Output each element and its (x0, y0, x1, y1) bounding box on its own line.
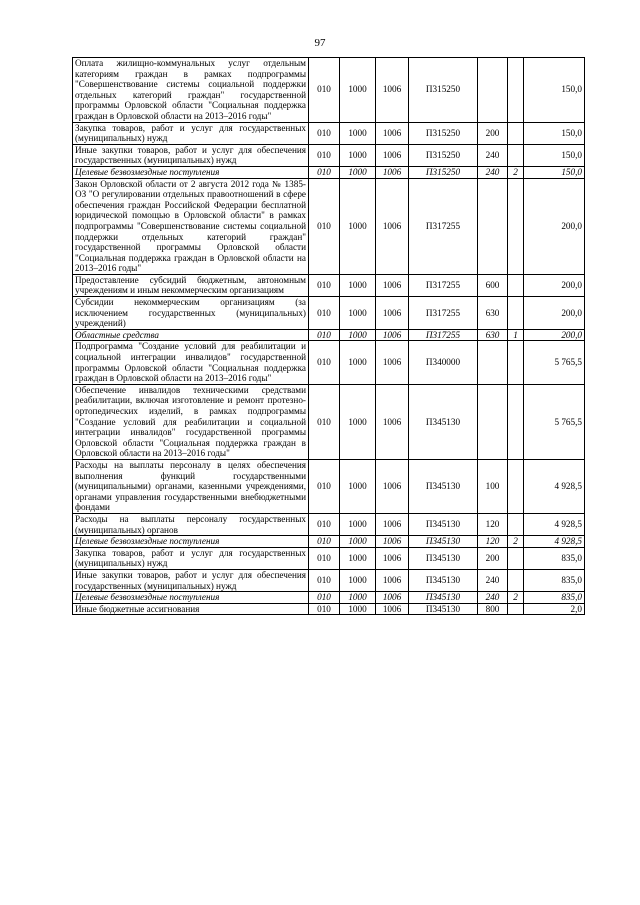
ministry-code-cell: 010 (309, 329, 340, 341)
funding-source-cell: 2 (508, 536, 524, 548)
ministry-code-cell: 010 (309, 592, 340, 604)
expense-name-cell: Субсидии некоммерческим организациям (за исключением государственных (муниципальных) учреждений) (73, 297, 309, 330)
section-code-cell: 1000 (340, 341, 376, 384)
amount-cell: 200,0 (524, 274, 585, 296)
funding-source-cell (508, 178, 524, 274)
ministry-code-cell: 010 (309, 513, 340, 535)
budget-table-body (73, 58, 585, 615)
table-row (73, 603, 585, 615)
funding-source-cell (508, 547, 524, 569)
target-article-cell: П345130 (409, 513, 478, 535)
table-row (73, 178, 585, 274)
amount-cell: 200,0 (524, 178, 585, 274)
section-code-cell: 1000 (340, 274, 376, 296)
subsection-code-cell: 1006 (376, 122, 409, 144)
subsection-code-cell: 1006 (376, 384, 409, 459)
expense-type-cell: 200 (478, 122, 508, 144)
funding-source-cell: 1 (508, 329, 524, 341)
ministry-code-cell: 010 (309, 297, 340, 330)
section-code-cell: 1000 (340, 122, 376, 144)
expense-name-cell: Иные закупки товаров, работ и услуг для обеспечения государственных (муниципальных) нужд (73, 569, 309, 591)
funding-source-cell (508, 58, 524, 123)
funding-source-cell (508, 297, 524, 330)
table-row (73, 144, 585, 166)
target-article-cell: П345130 (409, 547, 478, 569)
ministry-code-cell: 010 (309, 536, 340, 548)
target-article-cell: П345130 (409, 536, 478, 548)
table-row (73, 341, 585, 384)
table-row (73, 513, 585, 535)
expense-type-cell (478, 384, 508, 459)
table-row (73, 536, 585, 548)
section-code-cell: 1000 (340, 592, 376, 604)
funding-source-cell (508, 513, 524, 535)
subsection-code-cell: 1006 (376, 341, 409, 384)
expense-type-cell: 240 (478, 166, 508, 178)
subsection-code-cell: 1006 (376, 603, 409, 615)
table-row (73, 592, 585, 604)
expense-type-cell: 630 (478, 329, 508, 341)
expense-name-cell: Иные закупки товаров, работ и услуг для обеспечения государственных (муниципальных) нужд (73, 144, 309, 166)
amount-cell: 4 928,5 (524, 459, 585, 513)
section-code-cell: 1000 (340, 178, 376, 274)
amount-cell: 4 928,5 (524, 513, 585, 535)
target-article-cell: П345130 (409, 459, 478, 513)
section-code-cell: 1000 (340, 536, 376, 548)
ministry-code-cell: 010 (309, 603, 340, 615)
expense-type-cell: 200 (478, 547, 508, 569)
amount-cell: 5 765,5 (524, 341, 585, 384)
expense-type-cell: 120 (478, 513, 508, 535)
subsection-code-cell: 1006 (376, 329, 409, 341)
expense-type-cell: 240 (478, 569, 508, 591)
expense-name-cell: Иные бюджетные ассигнования (73, 603, 309, 615)
amount-cell: 5 765,5 (524, 384, 585, 459)
expense-name-cell: Расходы на выплаты персоналу государственных (муниципальных) органов (73, 513, 309, 535)
amount-cell: 835,0 (524, 547, 585, 569)
table-row (73, 297, 585, 330)
ministry-code-cell: 010 (309, 178, 340, 274)
ministry-code-cell: 010 (309, 274, 340, 296)
amount-cell: 835,0 (524, 592, 585, 604)
expense-name-cell: Закупка товаров, работ и услуг для государственных (муниципальных) нужд (73, 122, 309, 144)
funding-source-cell (508, 384, 524, 459)
amount-cell: 200,0 (524, 329, 585, 341)
subsection-code-cell: 1006 (376, 547, 409, 569)
funding-source-cell (508, 144, 524, 166)
expense-name-cell: Закупка товаров, работ и услуг для государственных (муниципальных) нужд (73, 547, 309, 569)
expense-name-cell: Подпрограмма "Создание условий для реабилитации и социальной интеграции инвалидов" государственной программы Орловской области "Социальная поддержка граждан в Орловской области на 2013–2016 годы" (73, 341, 309, 384)
section-code-cell: 1000 (340, 58, 376, 123)
ministry-code-cell: 010 (309, 166, 340, 178)
table-row (73, 569, 585, 591)
expense-name-cell: Целевые безвозмездные поступления (73, 166, 309, 178)
expense-name-cell: Обеспечение инвалидов техническими средствами реабилитации, включая изготовление и ремонт протезно-ортопедических изделий, в рамках подпрограммы "Создание условий для реабилитации и социальной интеграции инвалидов" государственной программы Орловской области "Социальная поддержка граждан в Орловской области на 2013–2016 годы" (73, 384, 309, 459)
subsection-code-cell: 1006 (376, 166, 409, 178)
subsection-code-cell: 1006 (376, 513, 409, 535)
funding-source-cell: 2 (508, 166, 524, 178)
subsection-code-cell: 1006 (376, 536, 409, 548)
target-article-cell: П317255 (409, 274, 478, 296)
amount-cell: 835,0 (524, 569, 585, 591)
target-article-cell: П315250 (409, 144, 478, 166)
amount-cell: 150,0 (524, 58, 585, 123)
section-code-cell: 1000 (340, 144, 376, 166)
subsection-code-cell: 1006 (376, 144, 409, 166)
ministry-code-cell: 010 (309, 341, 340, 384)
ministry-code-cell: 010 (309, 144, 340, 166)
subsection-code-cell: 1006 (376, 459, 409, 513)
section-code-cell: 1000 (340, 569, 376, 591)
section-code-cell: 1000 (340, 513, 376, 535)
target-article-cell: П340000 (409, 341, 478, 384)
target-article-cell: П317255 (409, 297, 478, 330)
expense-type-cell: 100 (478, 459, 508, 513)
subsection-code-cell: 1006 (376, 297, 409, 330)
section-code-cell: 1000 (340, 297, 376, 330)
section-code-cell: 1000 (340, 547, 376, 569)
table-row (73, 58, 585, 123)
expense-name-cell: Закон Орловской области от 2 августа 2012 года № 1385-ОЗ "О регулировании отдельных правоотношений в сфере обеспечения граждан Российской Федерации бесплатной юридической помощью в Орловской области" в рамках подпрограммы "Совершенствование системы социальной поддержки отдельных категорий граждан" государственной программы Орловской области "Социальная поддержка граждан в Орловской области на 2013–2016 годы" (73, 178, 309, 274)
table-row (73, 329, 585, 341)
subsection-code-cell: 1006 (376, 58, 409, 123)
expense-name-cell: Оплата жилищно-коммунальных услуг отдельным категориям граждан в рамках подпрограммы "Совершенствование системы социальной поддержки отдельных категорий граждан" государственной программы Орловской области "Социальная поддержка граждан в Орловской области на 2013–2016 годы" (73, 58, 309, 123)
expense-type-cell: 600 (478, 274, 508, 296)
table-row (73, 166, 585, 178)
expense-name-cell: Предоставление субсидий бюджетным, автономным учреждениям и иным некоммерческим организациям (73, 274, 309, 296)
target-article-cell: П345130 (409, 603, 478, 615)
section-code-cell: 1000 (340, 459, 376, 513)
target-article-cell: П315250 (409, 166, 478, 178)
expense-type-cell: 240 (478, 592, 508, 604)
page-number: 97 (314, 37, 326, 49)
section-code-cell: 1000 (340, 329, 376, 341)
section-code-cell: 1000 (340, 384, 376, 459)
expense-type-cell (478, 341, 508, 384)
amount-cell: 4 928,5 (524, 536, 585, 548)
expense-type-cell: 800 (478, 603, 508, 615)
table-row (73, 384, 585, 459)
ministry-code-cell: 010 (309, 58, 340, 123)
funding-source-cell (508, 274, 524, 296)
funding-source-cell (508, 569, 524, 591)
funding-source-cell (508, 341, 524, 384)
expense-name-cell: Расходы на выплаты персоналу в целях обеспечения выполнения функций государственными (муниципальными) органами, казенными учреждениями, органами управления государственными внебюджетными фондами (73, 459, 309, 513)
amount-cell: 150,0 (524, 144, 585, 166)
ministry-code-cell: 010 (309, 459, 340, 513)
expense-type-cell (478, 58, 508, 123)
expense-type-cell: 630 (478, 297, 508, 330)
amount-cell: 150,0 (524, 122, 585, 144)
section-code-cell: 1000 (340, 166, 376, 178)
expense-name-cell: Областные средства (73, 329, 309, 341)
target-article-cell: П315250 (409, 58, 478, 123)
target-article-cell: П315250 (409, 122, 478, 144)
table-row (73, 547, 585, 569)
table-row (73, 274, 585, 296)
table-row (73, 459, 585, 513)
ministry-code-cell: 010 (309, 384, 340, 459)
amount-cell: 2,0 (524, 603, 585, 615)
amount-cell: 200,0 (524, 297, 585, 330)
section-code-cell: 1000 (340, 603, 376, 615)
amount-cell: 150,0 (524, 166, 585, 178)
expense-type-cell (478, 178, 508, 274)
subsection-code-cell: 1006 (376, 592, 409, 604)
expense-type-cell: 120 (478, 536, 508, 548)
expense-name-cell: Целевые безвозмездные поступления (73, 592, 309, 604)
target-article-cell: П317255 (409, 178, 478, 274)
funding-source-cell (508, 122, 524, 144)
ministry-code-cell: 010 (309, 547, 340, 569)
target-article-cell: П345130 (409, 569, 478, 591)
funding-source-cell (508, 603, 524, 615)
subsection-code-cell: 1006 (376, 178, 409, 274)
target-article-cell: П345130 (409, 592, 478, 604)
table-row (73, 122, 585, 144)
ministry-code-cell: 010 (309, 122, 340, 144)
expense-name-cell: Целевые безвозмездные поступления (73, 536, 309, 548)
ministry-code-cell: 010 (309, 569, 340, 591)
funding-source-cell: 2 (508, 592, 524, 604)
target-article-cell: П345130 (409, 384, 478, 459)
target-article-cell: П317255 (409, 329, 478, 341)
subsection-code-cell: 1006 (376, 274, 409, 296)
subsection-code-cell: 1006 (376, 569, 409, 591)
expense-type-cell: 240 (478, 144, 508, 166)
funding-source-cell (508, 459, 524, 513)
budget-table (72, 57, 585, 615)
